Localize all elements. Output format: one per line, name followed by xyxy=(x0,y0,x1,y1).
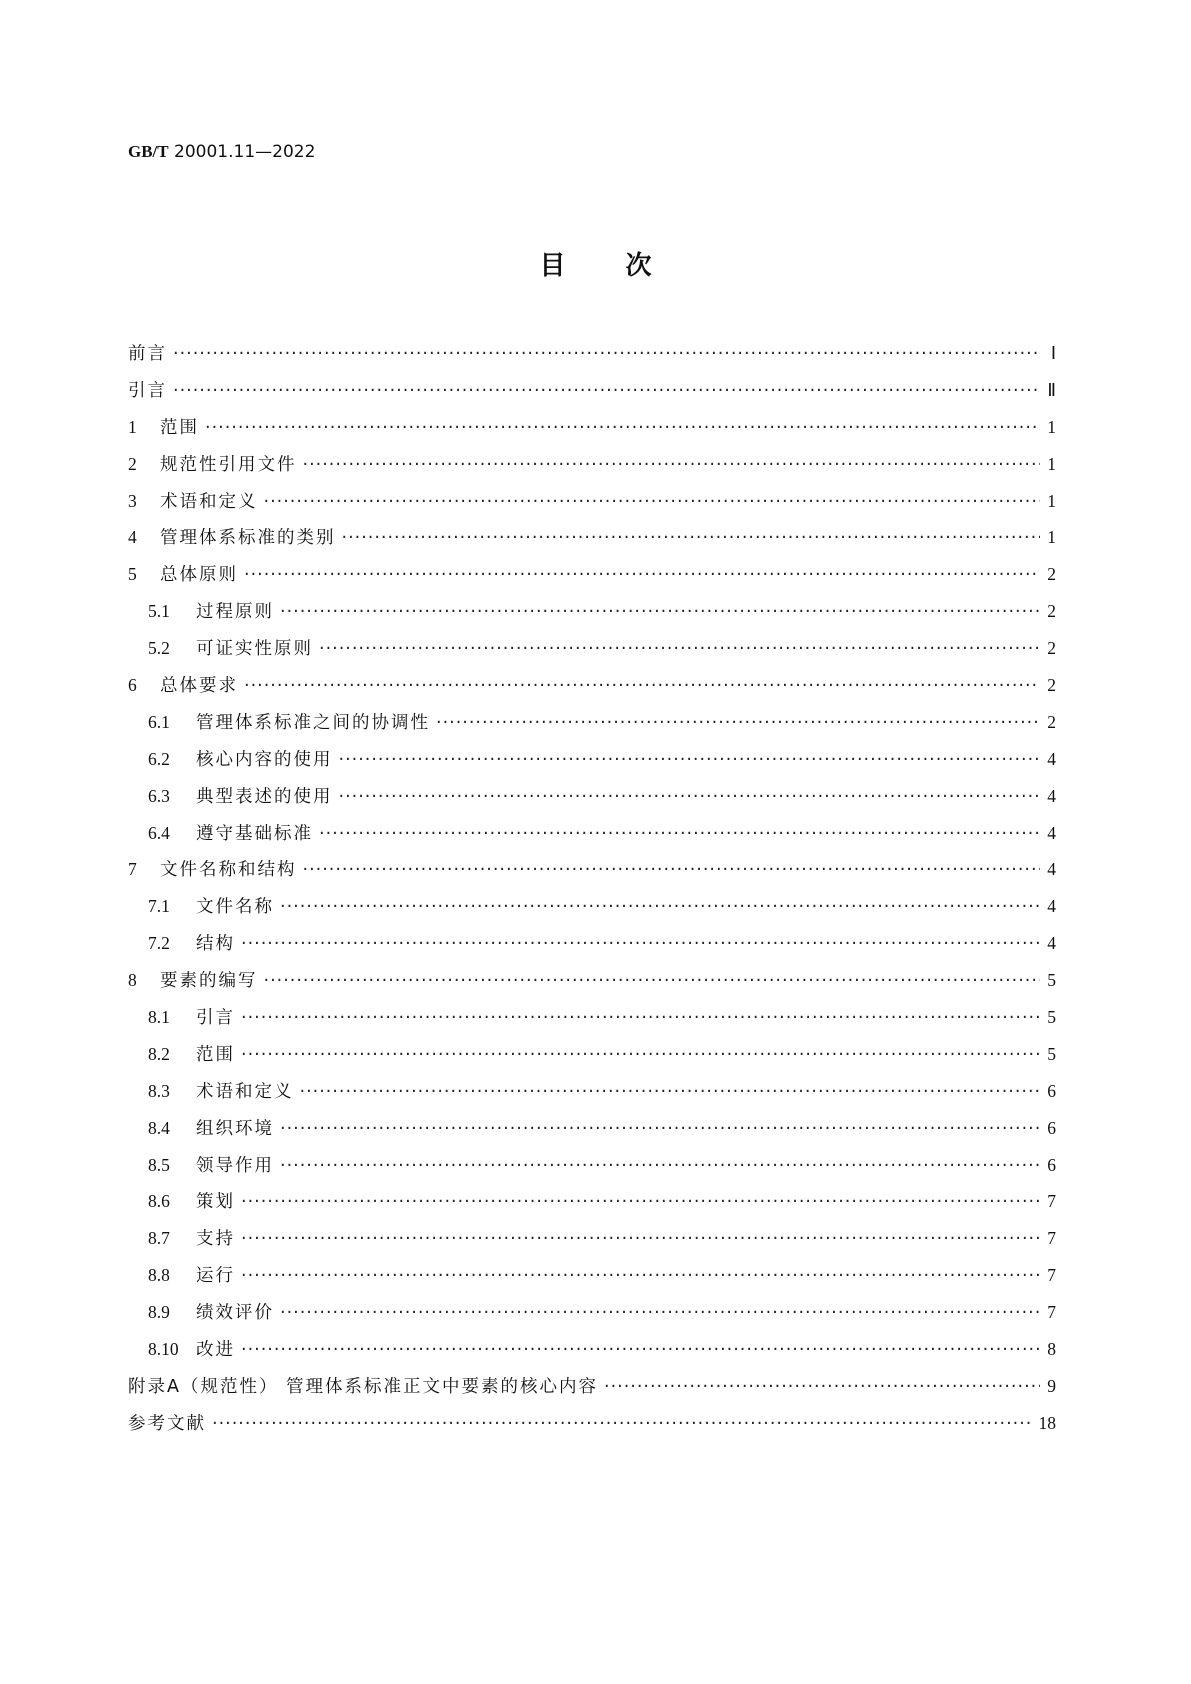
dot-leader xyxy=(339,787,1041,807)
toc-label: 引言 xyxy=(196,1008,235,1029)
dot-leader xyxy=(280,897,1040,917)
toc-number: 8.7 xyxy=(148,1228,170,1249)
dot-leader xyxy=(436,713,1040,733)
toc-entry[interactable] xyxy=(128,561,1056,598)
toc-page-number: 2 xyxy=(1047,601,1056,622)
toc-entry[interactable] xyxy=(128,783,1056,820)
toc-page-number: 5 xyxy=(1047,970,1056,991)
toc-entry[interactable] xyxy=(128,1115,1056,1152)
dot-leader xyxy=(173,381,1040,401)
toc-entry[interactable] xyxy=(128,672,1056,709)
toc-entry[interactable] xyxy=(128,1299,1056,1336)
toc-page-number: 7 xyxy=(1047,1228,1056,1249)
code-number: 20001.11—2022 xyxy=(174,142,316,162)
dot-leader xyxy=(280,1303,1040,1323)
toc-number: 3 xyxy=(128,490,137,511)
dot-leader xyxy=(241,1229,1040,1249)
toc-number: 7.1 xyxy=(148,896,170,917)
toc-number: 6.4 xyxy=(148,822,170,843)
toc-label: 管理体系标准之间的协调性 xyxy=(196,712,430,733)
toc-number: 8.6 xyxy=(148,1191,170,1212)
toc-number: 8.2 xyxy=(148,1043,170,1064)
toc-label: 参考文献 xyxy=(128,1413,206,1434)
toc-entry[interactable] xyxy=(128,377,1056,414)
toc-entry[interactable] xyxy=(128,635,1056,672)
toc-entry[interactable] xyxy=(128,1004,1056,1041)
page-title xyxy=(0,245,1191,282)
dot-leader xyxy=(264,492,1041,512)
code-prefix: GB/T xyxy=(128,142,169,161)
toc-number: 5.1 xyxy=(148,601,170,622)
toc-label: 结构 xyxy=(196,934,235,955)
toc-page-number: 4 xyxy=(1047,748,1056,769)
table-of-contents xyxy=(128,340,1056,1447)
toc-label: 术语和定义 xyxy=(196,1081,294,1102)
toc-entry[interactable] xyxy=(128,930,1056,967)
toc-number: 6.1 xyxy=(148,711,170,732)
dot-leader xyxy=(280,602,1040,622)
toc-number: 4 xyxy=(128,527,137,548)
toc-entry[interactable] xyxy=(128,1188,1056,1225)
toc-page-number: 6 xyxy=(1047,1080,1056,1101)
toc-label: 核心内容的使用 xyxy=(196,749,333,770)
dot-leader xyxy=(212,1414,1033,1434)
toc-label: 范围 xyxy=(160,417,199,438)
toc-page-number: 2 xyxy=(1047,675,1056,696)
toc-page-number: 4 xyxy=(1047,933,1056,954)
dot-leader xyxy=(241,934,1040,954)
toc-label: 典型表述的使用 xyxy=(196,786,333,807)
toc-entry[interactable] xyxy=(128,340,1056,377)
document-code xyxy=(128,142,315,162)
toc-label: 策划 xyxy=(196,1192,235,1213)
toc-number: 8.4 xyxy=(148,1117,170,1138)
toc-label: 文件名称和结构 xyxy=(160,860,297,881)
toc-entry[interactable] xyxy=(128,524,1056,561)
dot-leader xyxy=(280,1156,1040,1176)
toc-entry[interactable] xyxy=(128,488,1056,525)
toc-number: 7.2 xyxy=(148,933,170,954)
toc-label: 要素的编写 xyxy=(160,971,258,992)
toc-page-number: 9 xyxy=(1047,1375,1056,1396)
toc-page-number: Ⅰ xyxy=(1050,343,1056,363)
toc-entry[interactable] xyxy=(128,414,1056,451)
toc-label: 运行 xyxy=(196,1266,235,1287)
toc-page-number: Ⅱ xyxy=(1047,379,1056,400)
toc-number: 1 xyxy=(128,416,137,437)
toc-entry[interactable] xyxy=(128,709,1056,746)
dot-leader xyxy=(264,971,1041,991)
toc-page-number: 6 xyxy=(1047,1154,1056,1175)
dot-leader xyxy=(300,1082,1041,1102)
toc-label: 组织环境 xyxy=(196,1118,274,1139)
toc-label: 文件名称 xyxy=(196,897,274,918)
toc-number: 6.3 xyxy=(148,785,170,806)
toc-page-number: 7 xyxy=(1047,1265,1056,1286)
toc-entry[interactable] xyxy=(128,893,1056,930)
toc-page-number: 6 xyxy=(1047,1117,1056,1138)
dot-leader xyxy=(303,455,1041,475)
toc-label: 绩效评价 xyxy=(196,1303,274,1324)
toc-page-number: 5 xyxy=(1047,1007,1056,1028)
toc-label: 领导作用 xyxy=(196,1155,274,1176)
toc-number: 8.3 xyxy=(148,1080,170,1101)
toc-entry[interactable] xyxy=(128,1373,1056,1410)
toc-entry[interactable] xyxy=(128,1041,1056,1078)
dot-leader xyxy=(241,1192,1040,1212)
toc-number: 8.9 xyxy=(148,1302,170,1323)
title-char: 次 xyxy=(625,251,652,281)
toc-number: 8.8 xyxy=(148,1265,170,1286)
toc-page-number: 5 xyxy=(1047,1043,1056,1064)
toc-entry[interactable] xyxy=(128,1410,1056,1447)
dot-leader xyxy=(241,1340,1040,1360)
toc-page-number: 8 xyxy=(1047,1339,1056,1360)
toc-page-number: 4 xyxy=(1047,859,1056,880)
toc-label: 规范性引用文件 xyxy=(160,454,297,475)
toc-page-number: 1 xyxy=(1047,490,1056,511)
dot-leader xyxy=(303,860,1041,880)
dot-leader xyxy=(244,676,1040,696)
toc-entry[interactable] xyxy=(128,1152,1056,1189)
toc-label: 支持 xyxy=(196,1229,235,1250)
toc-entry[interactable] xyxy=(128,967,1056,1004)
toc-label: 引言 xyxy=(128,380,167,401)
toc-entry[interactable] xyxy=(128,1225,1056,1262)
toc-label: 可证实性原则 xyxy=(196,639,313,660)
dot-leader xyxy=(244,565,1040,585)
dot-leader xyxy=(342,528,1041,548)
toc-entry[interactable] xyxy=(128,1078,1056,1115)
toc-label: 总体要求 xyxy=(160,676,238,697)
toc-label: 改进 xyxy=(196,1340,235,1361)
toc-page-number: 1 xyxy=(1047,453,1056,474)
dot-leader xyxy=(241,1008,1040,1028)
toc-entry[interactable] xyxy=(128,598,1056,635)
toc-label: 范围 xyxy=(196,1044,235,1065)
dot-leader xyxy=(241,1266,1040,1286)
toc-label: 术语和定义 xyxy=(160,491,258,512)
toc-entry[interactable] xyxy=(128,451,1056,488)
toc-entry[interactable] xyxy=(128,856,1056,893)
toc-page-number: 18 xyxy=(1038,1412,1056,1433)
toc-number: 6.2 xyxy=(148,748,170,769)
toc-page-number: 4 xyxy=(1047,785,1056,806)
dot-leader xyxy=(173,344,1040,364)
toc-number: 5 xyxy=(128,564,137,585)
toc-entry[interactable] xyxy=(128,1262,1056,1299)
toc-entry[interactable] xyxy=(128,746,1056,783)
toc-entry[interactable] xyxy=(128,820,1056,857)
toc-label: 管理体系标准的类别 xyxy=(160,528,336,549)
toc-page-number: 4 xyxy=(1047,896,1056,917)
toc-label: 过程原则 xyxy=(196,602,274,623)
toc-label: 总体原则 xyxy=(160,565,238,586)
toc-number: 7 xyxy=(128,859,137,880)
toc-number: 2 xyxy=(128,453,137,474)
dot-leader xyxy=(339,750,1041,770)
toc-page-number: 4 xyxy=(1047,822,1056,843)
dot-leader xyxy=(319,639,1040,659)
dot-leader xyxy=(280,1119,1040,1139)
toc-number: 5.2 xyxy=(148,638,170,659)
toc-page-number: 2 xyxy=(1047,564,1056,585)
toc-page-number: 7 xyxy=(1047,1191,1056,1212)
toc-label: 前言 xyxy=(128,344,167,364)
title-char: 目 xyxy=(539,251,566,281)
toc-page-number: 7 xyxy=(1047,1302,1056,1323)
toc-number: 6 xyxy=(128,675,137,696)
toc-number: 8.10 xyxy=(148,1339,179,1360)
toc-number: 8 xyxy=(128,970,137,991)
toc-page-number: 1 xyxy=(1047,416,1056,437)
toc-entry[interactable] xyxy=(128,1336,1056,1373)
toc-number: 8.5 xyxy=(148,1154,170,1175)
toc-page-number: 2 xyxy=(1047,711,1056,732)
dot-leader xyxy=(319,824,1040,844)
dot-leader xyxy=(241,1045,1040,1065)
dot-leader xyxy=(604,1377,1040,1397)
toc-label: 附录A（规范性） 管理体系标准正文中要素的核心内容 xyxy=(128,1376,599,1397)
toc-page-number: 1 xyxy=(1047,527,1056,548)
toc-page-number: 2 xyxy=(1047,638,1056,659)
dot-leader xyxy=(205,418,1040,438)
toc-number: 8.1 xyxy=(148,1007,170,1028)
toc-label: 遵守基础标准 xyxy=(196,823,313,844)
